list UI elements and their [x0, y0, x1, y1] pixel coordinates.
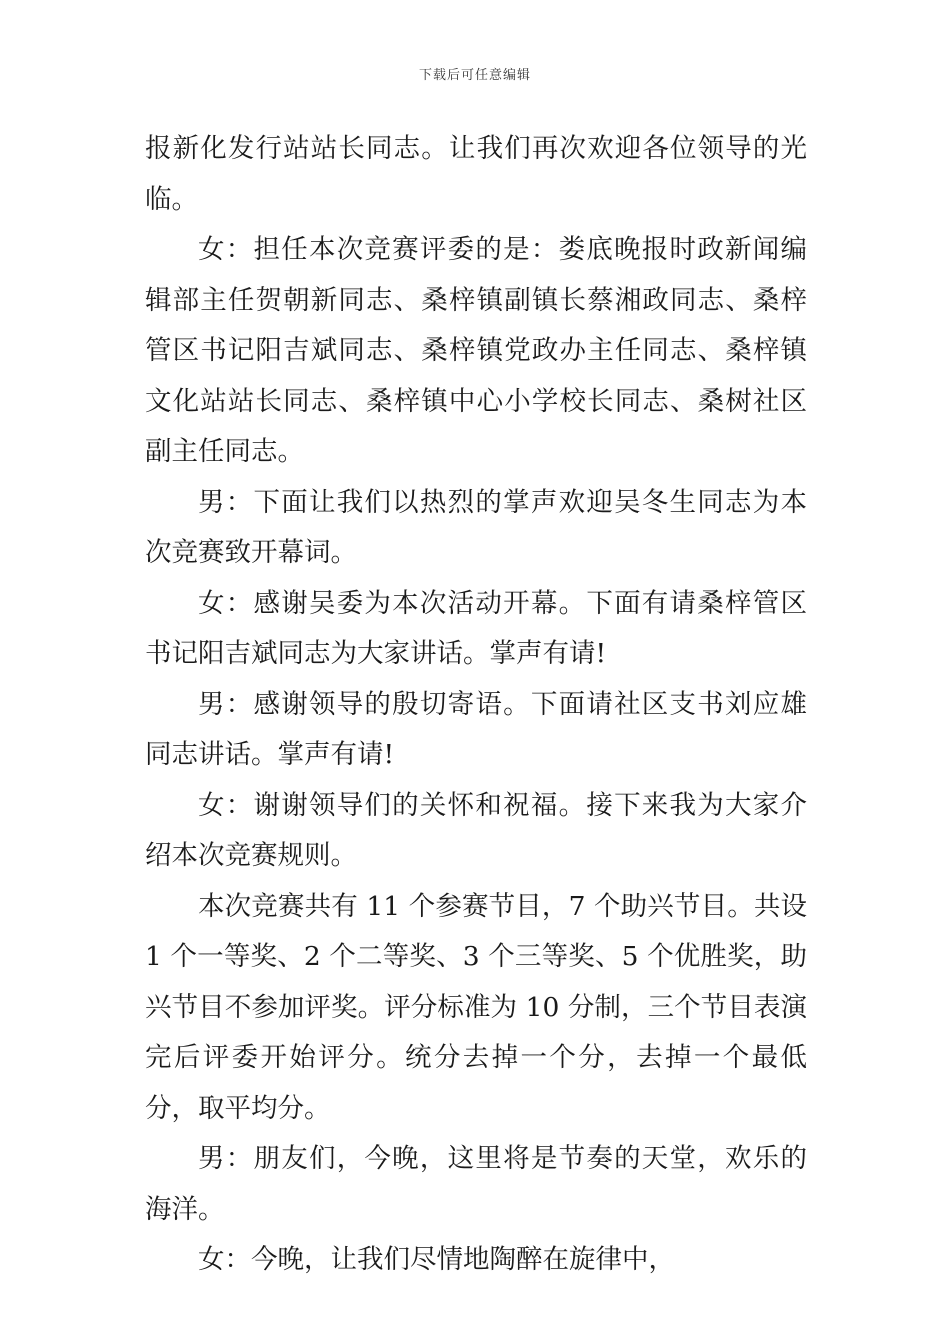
paragraph-friends: 男：朋友们，今晚，这里将是节奏的天堂，欢乐的海洋。 — [145, 1143, 807, 1225]
paragraph-tonight: 女：今晚，让我们尽情地陶醉在旋律中， — [198, 1244, 675, 1275]
paragraph-rules-intro: 女：谢谢领导们的关怀和祝福。接下来我为大家介绍本次竞赛规则。 — [145, 789, 807, 871]
paragraph-thanks-opening: 女：感谢吴委为本次活动开幕。下面有请桑梓管区书记阳吉斌同志为大家讲话。掌声有请! — [145, 587, 807, 669]
paragraph-continuation: 报新化发行站站长同志。让我们再次欢迎各位领导的光临。 — [145, 133, 807, 215]
paragraph-thanks-leader: 男：感谢领导的殷切寄语。下面请社区支书刘应雄同志讲话。掌声有请! — [145, 688, 807, 770]
paragraph-rules: 本次竞赛共有 11 个参赛节目，7 个助兴节目。共设 1 个一等奖、2 个二等奖、3 个三等奖、5 个优胜奖，助兴节目不参加评奖。评分标准为 10 分制，三个节目表演完后评委开始评分。统分去掉一个分，去掉一个最低分，取平均分。 — [145, 890, 807, 1124]
paragraph-opening-speech: 男：下面让我们以热烈的掌声欢迎吴冬生同志为本次竞赛致开幕词。 — [145, 486, 807, 568]
document-body — [145, 124, 807, 1286]
page-header: 下载后可任意编辑 — [418, 68, 531, 83]
paragraph-judges: 女：担任本次竞赛评委的是：娄底晚报时政新闻编辑部主任贺朝新同志、桑梓镇副镇长蔡湘政同志、桑梓管区书记阳吉斌同志、桑梓镇党政办主任同志、桑梓镇文化站站长同志、桑梓镇中心小学校长同志、桑树社区副主任同志。 — [145, 234, 807, 467]
